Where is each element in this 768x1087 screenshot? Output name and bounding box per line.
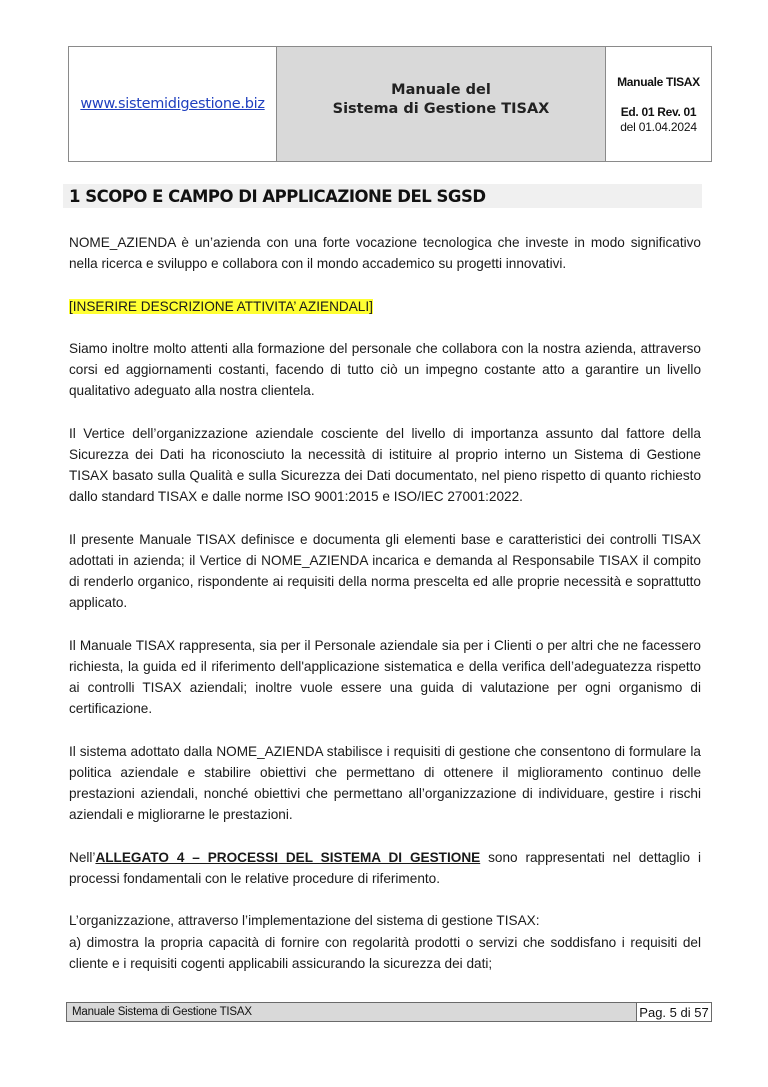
- annex-suffix: sono rappresentati nel dettaglio i processi fondamentali con le relative procedure di riferimento.: [69, 849, 701, 886]
- paragraph-annex-reference: [69, 847, 701, 889]
- annex-prefix: Nell’: [69, 849, 96, 865]
- document-body: [69, 232, 701, 995]
- list-item: a) dimostra la propria capacità di fornire con regolarità prodotti o servizi che soddisfano i requisiti del cliente e i requisiti cogenti applicabili assicurando la sicurezza dei dati;: [69, 934, 701, 971]
- section-heading: 1 SCOPO E CAMPO DI APPLICAZIONE DEL SGSD: [69, 186, 486, 206]
- edition: Ed. 01 Rev. 01: [620, 104, 697, 119]
- website-link[interactable]: www.sistemidigestione.biz: [80, 96, 265, 112]
- highlighted-placeholder: [INSERIRE DESCRIZIONE ATTIVITA’ AZIENDALI]: [69, 298, 373, 314]
- paragraph: Il Vertice dell’organizzazione aziendale cosciente del livello di importanza assunto dal fattore della Sicurezza dei Dati ha riconosciuto la necessità di istituire al proprio interno un Sistema di Gestione TISAX basato sulla Qualità e sulla Sicurezza dei Dati documentato, nel pieno rispetto di quanto richiesto dallo standard TISAX e dalle norme ISO 9001:2015 e ISO/IEC 27001:2022.: [69, 425, 701, 505]
- header-title-cell: [277, 47, 606, 161]
- page-number: Pag. 5 di 57: [639, 1004, 709, 1020]
- paragraph-placeholder: [69, 296, 701, 317]
- document-footer: [66, 1002, 712, 1022]
- paragraph: NOME_AZIENDA è un’azienda con una forte vocazione tecnologica che investe in modo significativo nella ricerca e sviluppo e collabora con il mondo accademico su progetti innovativi.: [69, 235, 701, 272]
- section-heading-bar: [63, 184, 702, 208]
- title-line-2: Sistema di Gestione TISAX: [332, 101, 550, 117]
- annex-link[interactable]: ALLEGATO 4 – PROCESSI DEL SISTEMA DI GESTIONE: [95, 849, 481, 865]
- header-revision-cell: [606, 47, 711, 161]
- header-website-cell: [69, 47, 277, 161]
- title-line-1: Manuale del: [391, 82, 491, 98]
- document-header: [68, 46, 712, 162]
- document-title: [333, 81, 550, 119]
- doc-name: Manuale TISAX: [617, 74, 700, 89]
- paragraph: Siamo inoltre molto attenti alla formazione del personale che collabora con la nostra azienda, attraverso corsi ed aggiornamenti costanti, facendo di tutto ciò un impegno costante atto a garantire un livello qualitativo adeguato alla nostra clientela.: [69, 340, 701, 399]
- revision-date: del 01.04.2024: [620, 119, 697, 134]
- footer-doc-title: Manuale Sistema di Gestione TISAX: [67, 1003, 637, 1021]
- paragraph: Il presente Manuale TISAX definisce e documenta gli elementi base e caratteristici dei controlli TISAX adottati in azienda; il Vertice di NOME_AZIENDA incarica e demanda al Responsabile TISAX il compito di renderlo organico, rispondente ai requisiti della norma prescelta ed alle proprie necessità e soprattutto applicato.: [69, 531, 701, 611]
- paragraph: L’organizzazione, attraverso l’implementazione del sistema di gestione TISAX:: [69, 913, 540, 929]
- paragraph: Il sistema adottato dalla NOME_AZIENDA stabilisce i requisiti di gestione che consentono di formulare la politica aziendale e stabilire obiettivi che permettano di ottenere il miglioramento continuo delle prestazioni aziendali, nonché obiettivi che permettano all’organizzazione di individuare, gestire i rischi aziendali e migliorarne le prestazioni.: [69, 743, 701, 823]
- paragraph: Il Manuale TISAX rappresenta, sia per il Personale aziendale sia per i Clienti o per altri che ne facessero richiesta, la guida ed il riferimento dell'applicazione sistematica e della verifica dell’adeguatezza rispetto ai controlli TISAX aziendali; inoltre vuole essere una guida di valutazione per ogni organismo di certificazione.: [69, 637, 701, 717]
